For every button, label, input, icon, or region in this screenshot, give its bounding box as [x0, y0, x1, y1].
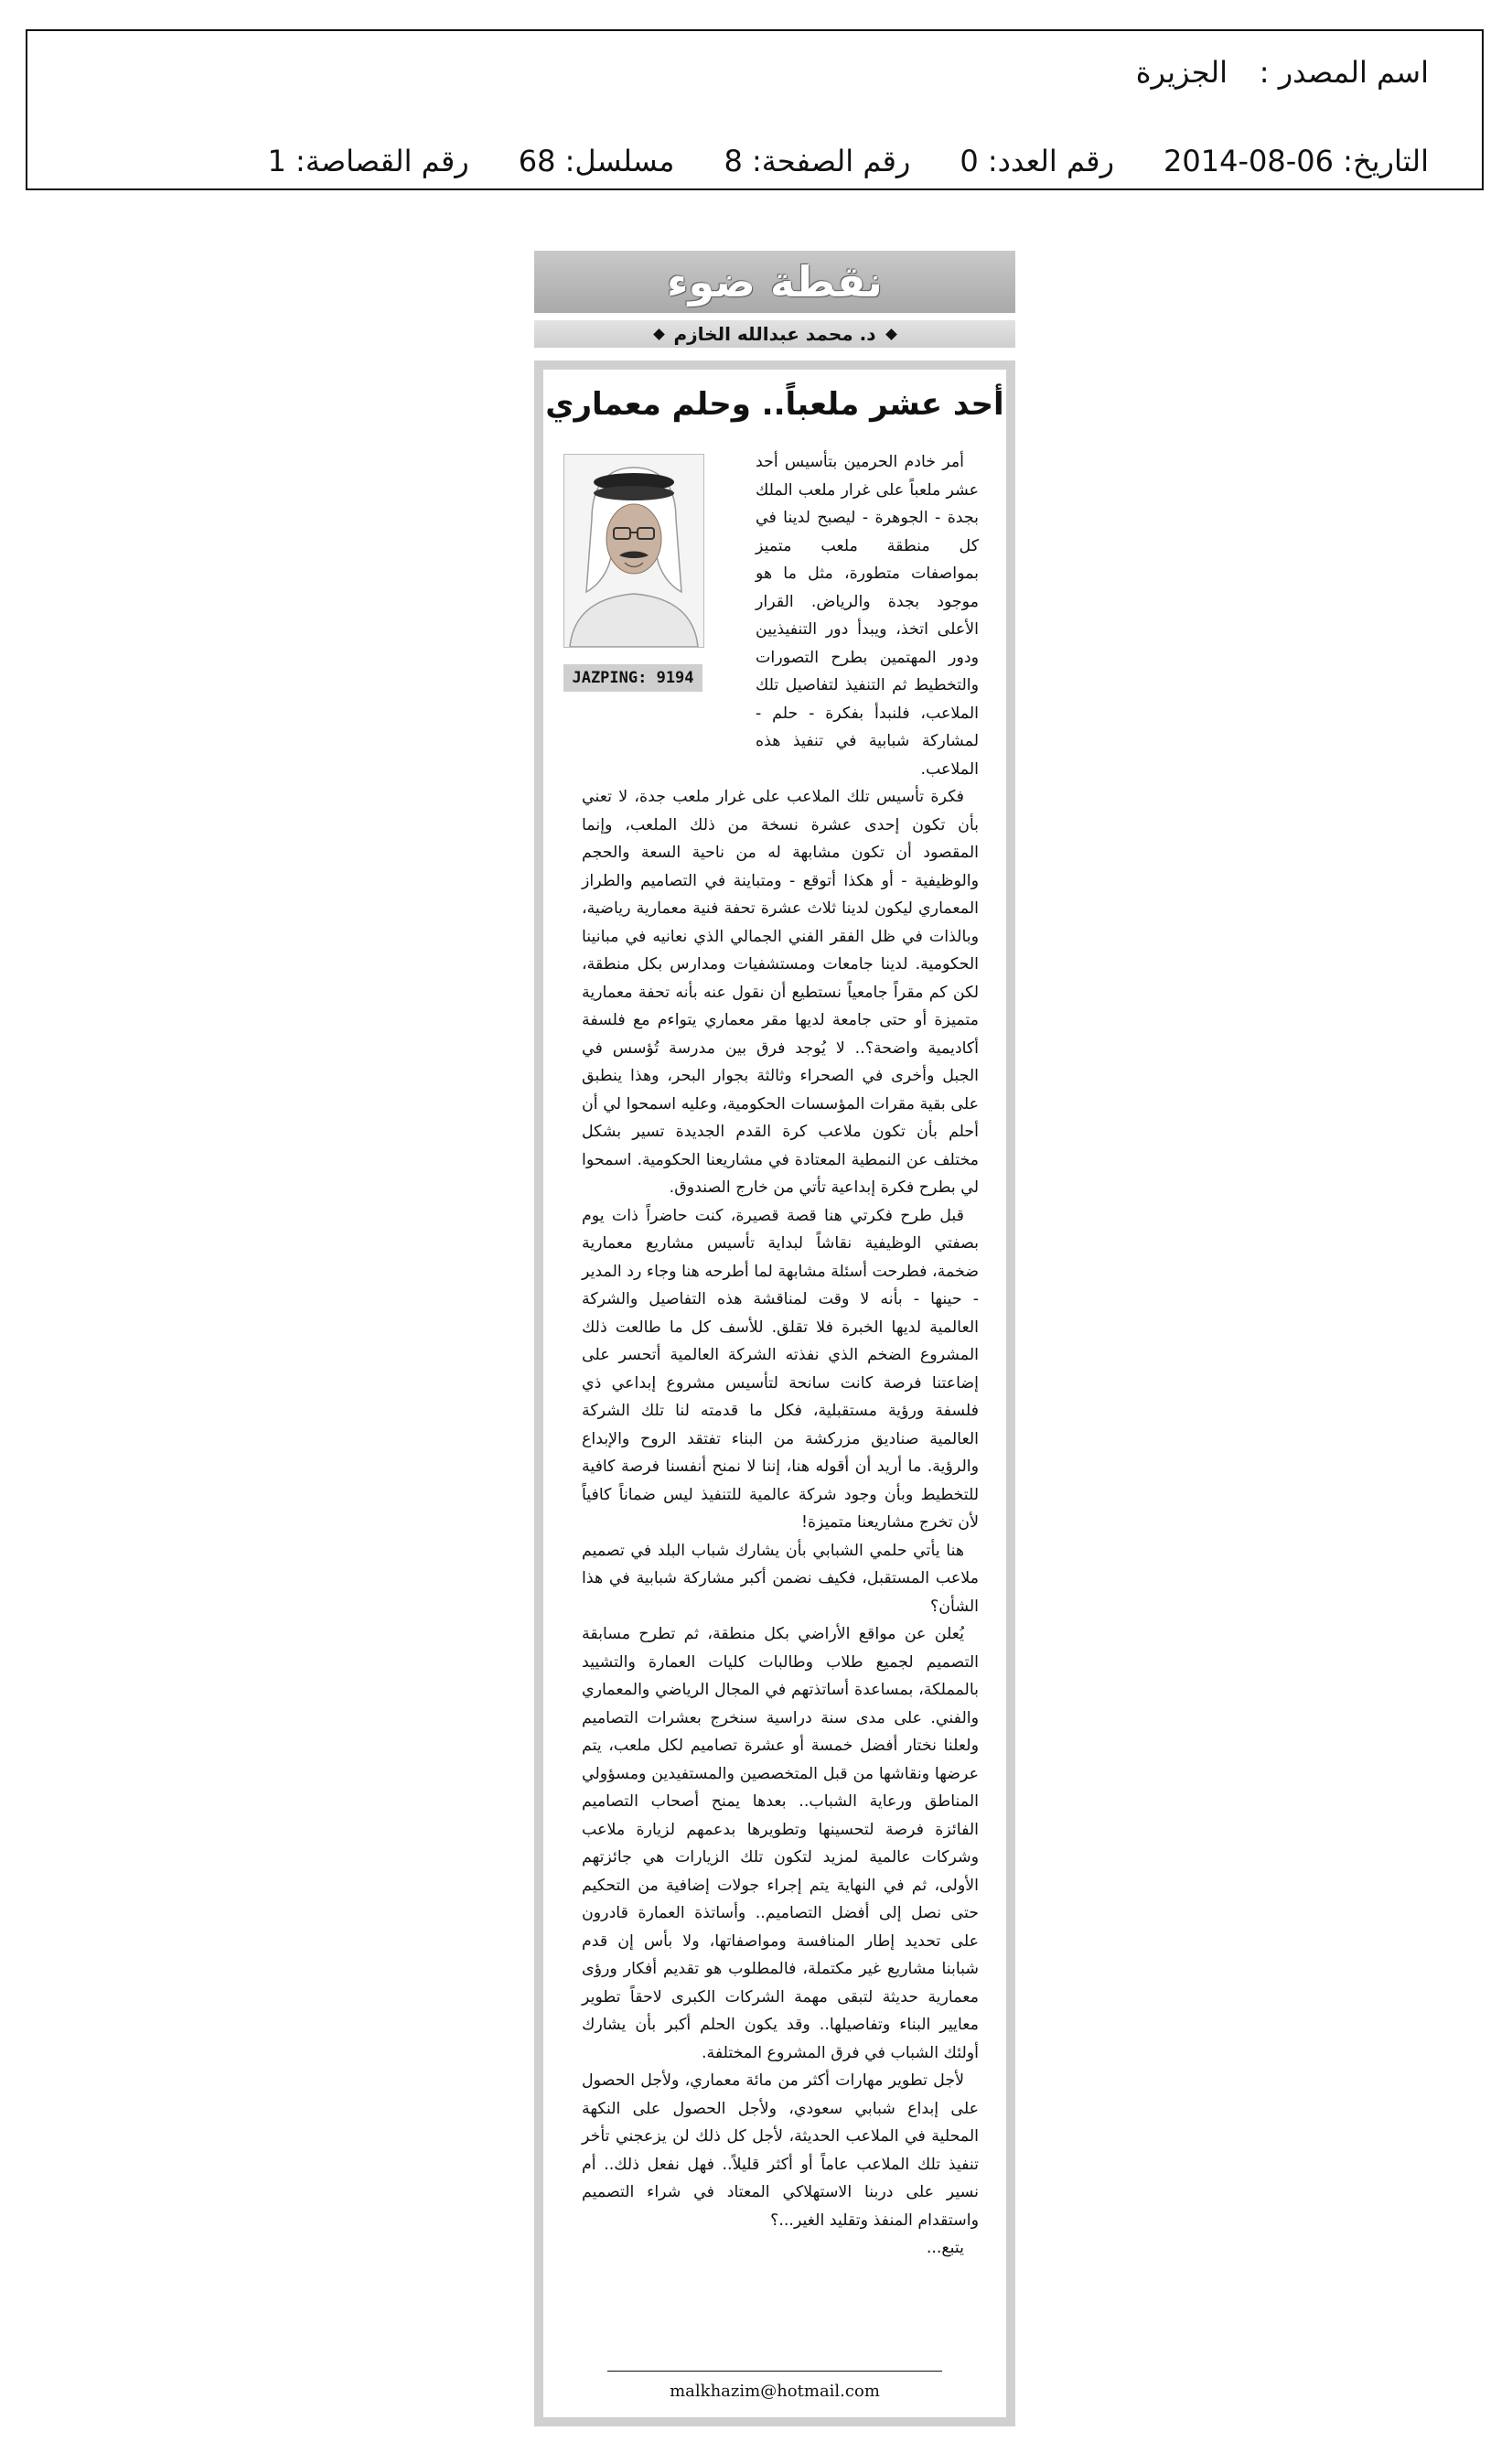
source-value: الجزيرة	[1135, 55, 1228, 90]
jazping-code: JAZPING: 9194	[563, 664, 702, 692]
photo-spacer	[582, 448, 748, 774]
article-paragraph: فكرة تأسيس تلك الملاعب على غرار ملعب جدة، لا تعني بأن تكون إحدى عشرة نسخة من ذلك الملعب، وإنما المقصود أن تكون مشابهة له من ناحية السعة والحجم والوظيفية - أو هكذا أتوقع - ومتباينة في التصاميم والطراز المعماري ليكون لدينا ثلاث عشرة تحفة فنية معمارية رياضية، وبالذات في ظل الفقر الفني الجمالي الذي نعانيه في مبانينا الحكومية. لدينا جامعات ومستشفيات ومدارس بكل منطقة، لكن كم مقراً جامعياً نستطيع أن نقول عنه بأنه تحفة معمارية متميزة أو حتى جامعة لديها مقر معماري يتواءم مع فلسفة أكاديمية واضحة؟.. لا يُوجد فرق بين مدرسة تُؤسس في الجبل وأخرى في الصحراء وثالثة بجوار البحر، وهذا ينطبق على بقية مقرات المؤسسات الحكومية، وعليه اسمحوا لي أن أحلم بأن تكون ملاعب كرة القدم الجديدة تسير بشكل مختلف عن النمطية المعتادة في مشاريعنا الحكومية. اسمحوا لي بطرح فكرة إبداعية تأتي من خارج الصندوق.	[582, 788, 979, 1197]
author-byline	[534, 320, 1015, 348]
article-paragraph: يتبع...	[926, 2239, 964, 2257]
issue-value: 0	[960, 144, 979, 178]
article-body-frame	[543, 370, 1006, 2417]
date-value: 2014-08-06	[1163, 144, 1334, 178]
page-label: رقم الصفحة:	[751, 144, 911, 178]
page-field	[724, 144, 910, 178]
article-paragraph: لأجل تطوير مهارات أكثر من مائة معماري، ولأجل الحصول على إبداع شبابي سعودي، ولأجل الحصول على النكهة المحلية في الملاعب الحديثة، لأجل كل ذلك لن يزعجني تأخر تنفيذ تلك الملاعب عاماً أو أكثر قليلاً.. فهل نفعل ذلك.. أم نسير على دربنا الاستهلاكي المعتاد في شراء التصميم واستقدام المنفذ وتقليد الغير...؟	[582, 2071, 979, 2230]
details-row	[268, 139, 1429, 183]
issue-label: رقم العدد:	[987, 144, 1115, 178]
article-paragraph: هنا يأتي حلمي الشبابي بأن يشارك شباب البلد في تصميم ملاعب المستقبل، فكيف نضمن أكبر مشاركة شبابية في هذا الشأن؟	[582, 1541, 979, 1616]
diamond-icon	[653, 328, 665, 340]
author-name: د. محمد عبدالله الخازم	[673, 323, 876, 345]
column-name: نقطة ضوء	[667, 257, 883, 307]
serial-field	[519, 144, 675, 178]
column-banner	[534, 251, 1015, 313]
archive-metadata-box	[26, 29, 1484, 190]
clip-label: رقم القصاصة:	[295, 144, 469, 178]
author-email: malkhazim@hotmail.com	[670, 2382, 880, 2401]
serial-label: مسلسل:	[564, 144, 675, 178]
date-field	[1163, 144, 1429, 178]
source-label: اسم المصدر :	[1259, 55, 1429, 90]
clip-value: 1	[267, 144, 286, 178]
clip-field	[268, 144, 469, 178]
source-row	[1136, 51, 1429, 93]
signature-divider	[607, 2371, 942, 2372]
article-paragraph: يُعلن عن مواقع الأراضي بكل منطقة، ثم تطرح مسابقة التصميم لجميع طلاب وطالبات كليات العمارة والتشييد بالمملكة، بمساعدة أساتذتهم في المجال الرياضي والمعماري والفني. على مدى سنة دراسية سنخرج بعشرات التصاميم ولعلنا نختار أفضل خمسة أو عشرة تصاميم لكل ملعب، يتم عرضها ونقاشها من قبل المتخصصين والمستفيدين ومسؤولي المناطق ورعاية الشباب.. بعدها يمنح أصحاب التصاميم الفائزة فرصة لتحسينها وتطويرها بدعمهم لزيارة ملاعب وشركات عالمية لمزيد لتكون تلك الزيارات هي جائزتهم الأولى، ثم في النهاية يتم إجراء جولات إضافية من التحكيم حتى نصل إلى أفضل التصاميم.. وأساتذة العمارة قادرون على تحديد إطار المنافسة ومواصفاتها، ولا بأس إن قدم شبابنا مشاريع غير مكتملة، فالمطلوب هو تقديم أفكار ورؤى معمارية حديثة لتبقى مهمة الشركات الكبرى لاحقاً تطوير معايير البناء وتفاصيلها.. وقد يكون الحلم أكبر بأن يشارك أولئك الشباب في فرق المشروع المختلفة.	[582, 1625, 979, 2062]
article-panel	[534, 360, 1015, 2426]
article-paragraph: قبل طرح فكرتي هنا قصة قصيرة، كنت حاضراً ذات يوم بصفتي الوظيفية نقاشاً لبداية تأسيس مشاريع معمارية ضخمة، فطرحت أسئلة مشابهة لما أطرحه هنا وجاء رد المدير - حينها - بأنه لا وقت لمناقشة هذه التفاصيل والشركة العالمية لديها الخبرة فلا تقلق. للأسف كل ما طالعت ذلك المشروع الضخم الذي نفذته الشركة العالمية أتحسر على إضاعتنا فرصة كانت سانحة لتأسيس مشروع إبداعي ذي فلسفة ورؤية مستقبلية، فكل ما قدمته لنا تلك الشركة العالمية صناديق مزركشة من البناء تفتقد الروح والإبداع والرؤية. ما أريد أن أقوله هنا، إننا لا نمنح أنفسنا فرصة كافية للتخطيط وبأن وجود شركة عالمية للتنفيذ ليس ضماناً كافياً لأن تخرج مشاريعنا متميزة!	[581, 1206, 979, 1532]
diamond-icon	[885, 328, 897, 340]
newspaper-clipping	[534, 251, 1015, 2428]
date-label: التاريخ:	[1343, 144, 1429, 178]
article-text	[582, 448, 979, 2263]
headline: أحد عشر ملعباً.. وحلم معماري	[545, 386, 1004, 423]
serial-value: 68	[518, 144, 556, 178]
article-paragraph: أمر خادم الحرمين بتأسيس أحد عشر ملعباً على غرار ملعب الملك بجدة - الجوهرة - ليصبح لدينا في كل منطقة ملعب متميز بمواصفات متطورة، مثل ما هو موجود بجدة والرياض. القرار الأعلى اتخذ، ويبدأ دور التنفيذيين ودور المهتمين بطرح التصورات والتخطيط ثم التنفيذ لتفاصيل تلك الملاعب، فلنبدأ بفكرة - حلم - لمشاركة شبابية في تنفيذ هذه الملاعب.	[756, 453, 979, 779]
issue-field	[960, 144, 1114, 178]
page-value: 8	[724, 144, 743, 178]
